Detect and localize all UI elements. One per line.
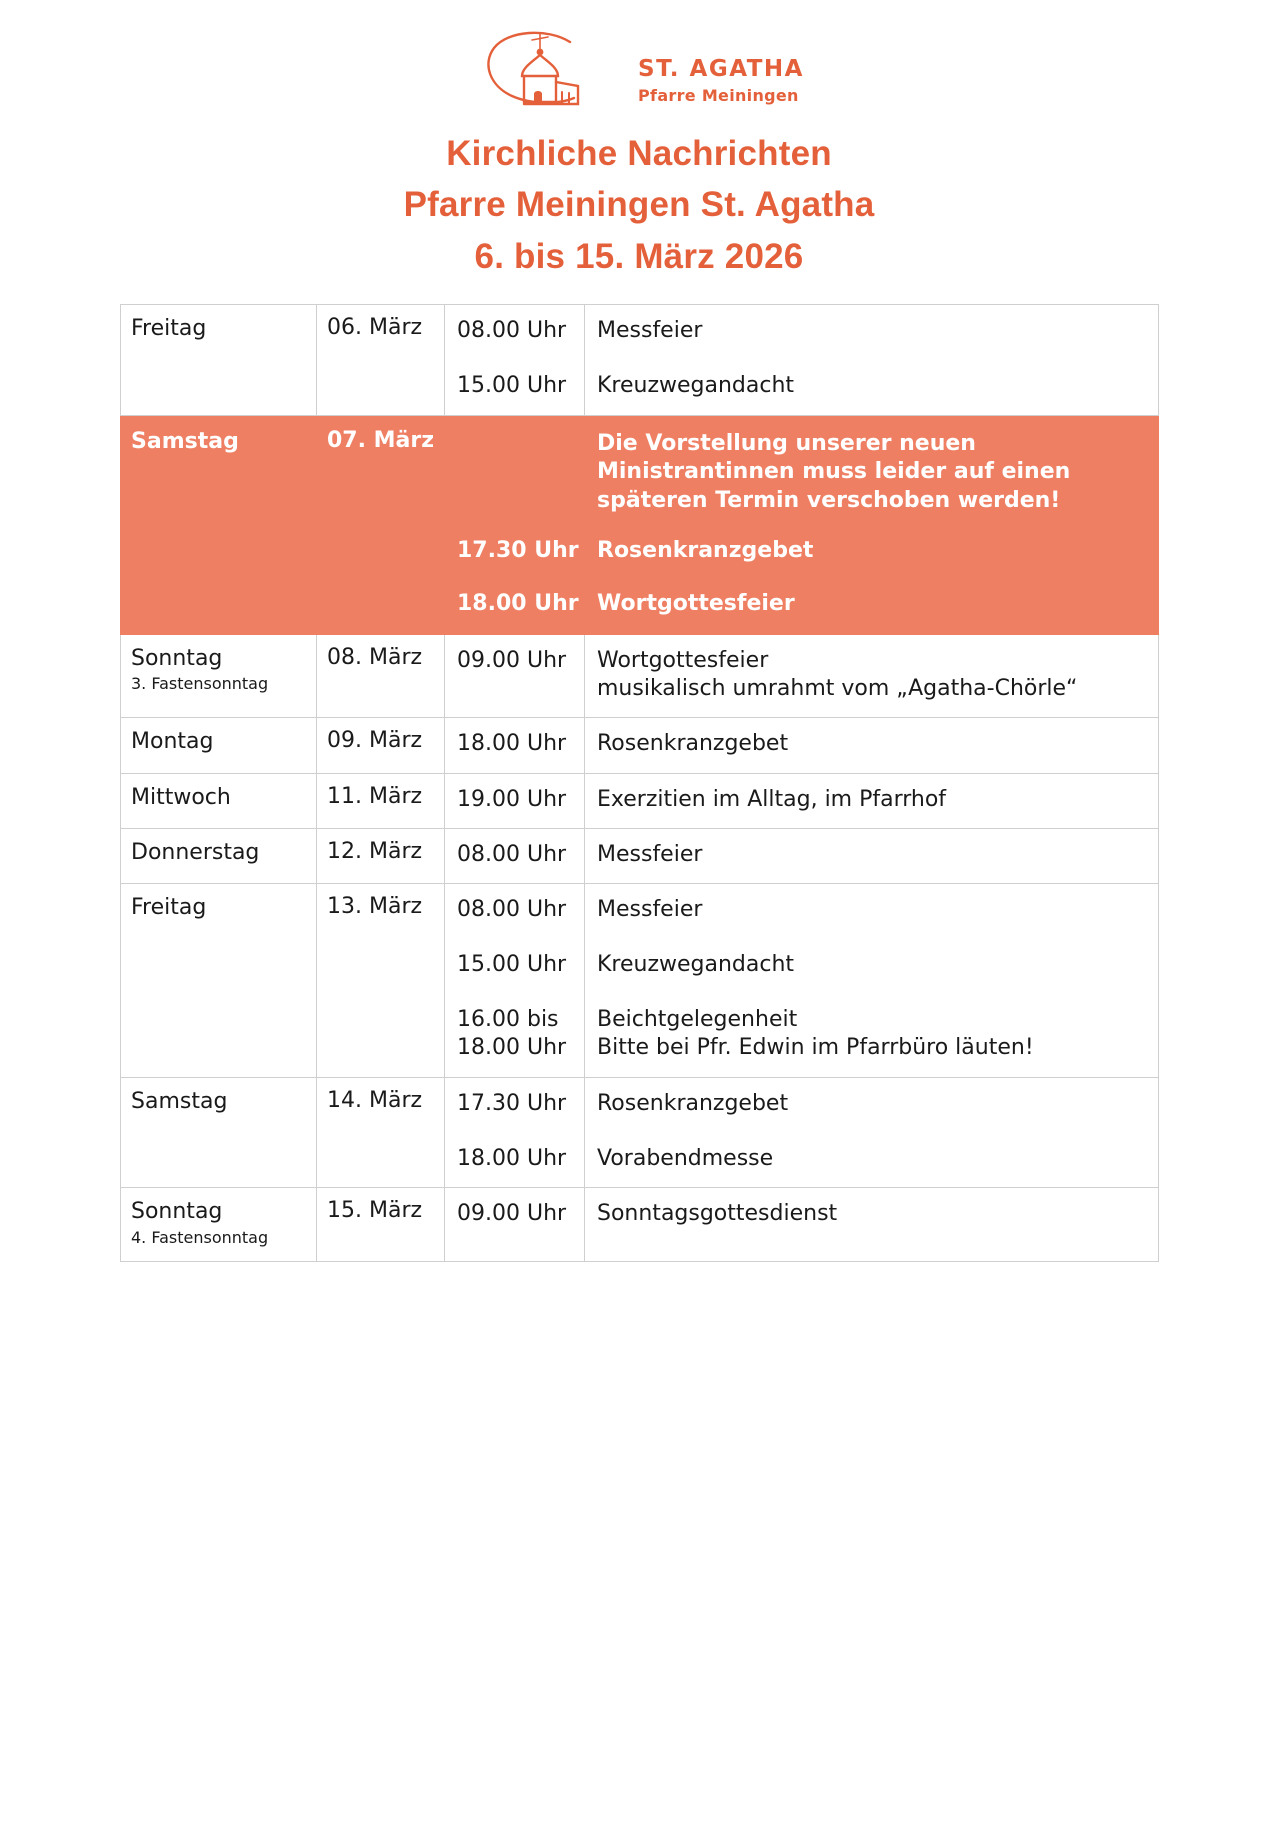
row-gap: [457, 515, 584, 537]
event-text: Sonntagsgottesdienst: [597, 1201, 838, 1227]
time-spacer: [457, 430, 584, 516]
entry-event: [597, 317, 1158, 345]
entry-time: [457, 1145, 584, 1173]
date-text: 15. März: [327, 1198, 423, 1224]
cell-time: [445, 1188, 585, 1262]
day-name: Mittwoch: [131, 784, 231, 810]
time-text: 18.00 Uhr: [457, 731, 567, 757]
cell-event: [585, 773, 1159, 828]
time-text: 15.00 Uhr: [457, 373, 567, 399]
cell-time: [445, 1078, 585, 1188]
cell-day: [121, 305, 317, 415]
cell-event: [585, 634, 1159, 718]
cell-time: [445, 773, 585, 828]
logo-header: [0, 24, 1278, 112]
cell-event: [585, 1188, 1159, 1262]
cell-date: [317, 718, 445, 773]
date-text: 09. März: [327, 728, 423, 754]
date-text: 14. März: [327, 1088, 423, 1113]
cell-date: [317, 883, 445, 1077]
time-text: 17.30 Uhr: [457, 538, 579, 564]
cell-time: [445, 634, 585, 718]
entry-time: [457, 537, 584, 565]
event-text: Kreuzwegandacht: [597, 952, 795, 978]
time-text: 18.00 Uhr: [457, 1146, 567, 1172]
table-row: [121, 1188, 1159, 1262]
cell-date: [317, 1188, 445, 1262]
schedule-table: [120, 304, 1159, 1262]
cell-date: [317, 305, 445, 415]
event-subtext: musikalisch umrahmt vom „Agatha-Chörle“: [597, 675, 1078, 701]
cell-event: [585, 415, 1159, 634]
cell-date: [317, 415, 445, 634]
event-text: Messfeier: [597, 841, 703, 867]
church-logo-icon: [474, 24, 634, 112]
entry-time: [457, 317, 584, 345]
cell-event: [585, 718, 1159, 773]
cell-date: [317, 773, 445, 828]
cell-event: [585, 883, 1159, 1077]
entry-time: [457, 896, 584, 924]
date-text: 11. März: [327, 783, 423, 809]
entry-event: [597, 730, 1158, 758]
entry-time: [457, 372, 584, 400]
cell-date: [317, 634, 445, 718]
title-line-3-daterange: 6. bis 15. März 2026: [474, 236, 804, 276]
entry-event: [597, 896, 1158, 924]
entry-time: [457, 1200, 584, 1228]
table-row: [121, 828, 1159, 883]
entry-event: [597, 1090, 1158, 1118]
title-line-1: Kirchliche Nachrichten: [446, 134, 832, 173]
entry-time: [457, 1006, 584, 1063]
notice-line: Die Vorstellung unserer neuen: [597, 430, 976, 456]
day-name: Freitag: [131, 316, 207, 342]
entry-event: [597, 537, 1158, 565]
day-name: Samstag: [131, 428, 239, 454]
logo-title: ST. AGATHA: [638, 56, 804, 83]
event-text: Messfeier: [597, 318, 703, 344]
cell-event: [585, 828, 1159, 883]
time-text: 15.00 Uhr: [457, 952, 567, 978]
event-text: Wortgottesfeier: [597, 590, 795, 616]
entry-time: [457, 1090, 584, 1118]
day-subtitle: 3. Fastensonntag: [131, 674, 269, 694]
row-gap: [597, 515, 1158, 537]
entry-time: [457, 730, 584, 758]
notice-text: [597, 430, 1158, 516]
date-text: 12. März: [327, 838, 423, 864]
entry-event: [597, 1145, 1158, 1173]
date-text: 06. März: [327, 315, 423, 341]
schedule-body: [121, 305, 1159, 1262]
cell-day: [121, 718, 317, 773]
table-row: [121, 1078, 1159, 1188]
cell-day: [121, 1188, 317, 1262]
table-row: [121, 305, 1159, 415]
cell-date: [317, 828, 445, 883]
time-text: 08.00 Uhr: [457, 896, 567, 922]
day-name: Samstag: [131, 1089, 228, 1114]
date-text: 07. März: [327, 427, 435, 453]
cell-event: [585, 1078, 1159, 1188]
time-text: 19.00 Uhr: [457, 786, 567, 812]
entry-time: [457, 647, 584, 704]
entry-time: [457, 951, 584, 979]
cell-time: [445, 415, 585, 634]
schedule-table-container: [120, 304, 1158, 1262]
time-text-second: 18.00 Uhr: [457, 1035, 567, 1061]
event-text: Vorabendmesse: [597, 1146, 774, 1172]
cell-day: [121, 883, 317, 1077]
cell-event: [585, 305, 1159, 415]
event-text: Messfeier: [597, 896, 703, 922]
event-text: Beichtgelegenheit: [597, 1007, 798, 1033]
event-text: Exerzitien im Alltag, im Pfarrhof: [597, 786, 947, 812]
time-text: 17.30 Uhr: [457, 1091, 567, 1116]
notice-line: späteren Termin verschoben werden!: [597, 487, 1061, 513]
entry-time: [457, 841, 584, 869]
table-row: [121, 883, 1159, 1077]
cell-date: [317, 1078, 445, 1188]
time-spacer-line: [457, 675, 584, 704]
time-text: 09.00 Uhr: [457, 647, 567, 673]
date-text: 13. März: [327, 893, 423, 919]
table-row: [121, 634, 1159, 718]
cell-time: [445, 883, 585, 1077]
cell-day: [121, 634, 317, 718]
cell-day: [121, 415, 317, 634]
entry-time: [457, 786, 584, 814]
cell-day: [121, 773, 317, 828]
cell-time: [445, 718, 585, 773]
page-title: [0, 128, 1278, 282]
time-text: 08.00 Uhr: [457, 318, 567, 344]
day-name: Donnerstag: [131, 839, 260, 865]
event-text: Rosenkranzgebet: [597, 731, 789, 757]
day-name: Montag: [131, 729, 214, 755]
table-row: [121, 773, 1159, 828]
table-row: [121, 718, 1159, 773]
entry-time: [457, 590, 584, 618]
entry-event: [597, 951, 1158, 979]
entry-event: [597, 372, 1158, 400]
title-line-2: Pfarre Meiningen St. Agatha: [403, 185, 875, 225]
cell-day: [121, 828, 317, 883]
entry-event: [597, 590, 1158, 618]
time-text: 09.00 Uhr: [457, 1201, 567, 1227]
time-text: 08.00 Uhr: [457, 841, 567, 867]
event-text: Wortgottesfeier: [597, 647, 769, 673]
day-name: Sonntag: [131, 1199, 223, 1225]
cell-day: [121, 1078, 317, 1188]
logo-subtitle: Pfarre Meiningen: [638, 85, 799, 105]
entry-event: [597, 1200, 1158, 1228]
church-bulletin-page: [0, 24, 1278, 1830]
table-row: [121, 415, 1159, 634]
event-text: Rosenkranzgebet: [597, 538, 814, 564]
event-text: Kreuzwegandacht: [597, 373, 795, 399]
day-name: Sonntag: [131, 645, 223, 671]
entry-event: [597, 841, 1158, 869]
cell-time: [445, 305, 585, 415]
cell-time: [445, 828, 585, 883]
event-subtext: Bitte bei Pfr. Edwin im Pfarrbüro läuten!: [597, 1035, 1034, 1061]
time-text: 18.00 Uhr: [457, 590, 579, 616]
time-text: 16.00 bis: [457, 1007, 559, 1033]
day-name: Freitag: [131, 894, 207, 920]
day-subtitle: 4. Fastensonntag: [131, 1227, 269, 1247]
entry-event: [597, 1006, 1158, 1063]
entry-event: [597, 786, 1158, 814]
date-text: 08. März: [327, 644, 423, 670]
notice-line: Ministrantinnen muss leider auf einen: [597, 459, 1071, 485]
event-text: Rosenkranzgebet: [597, 1091, 789, 1116]
entry-event: [597, 647, 1158, 704]
